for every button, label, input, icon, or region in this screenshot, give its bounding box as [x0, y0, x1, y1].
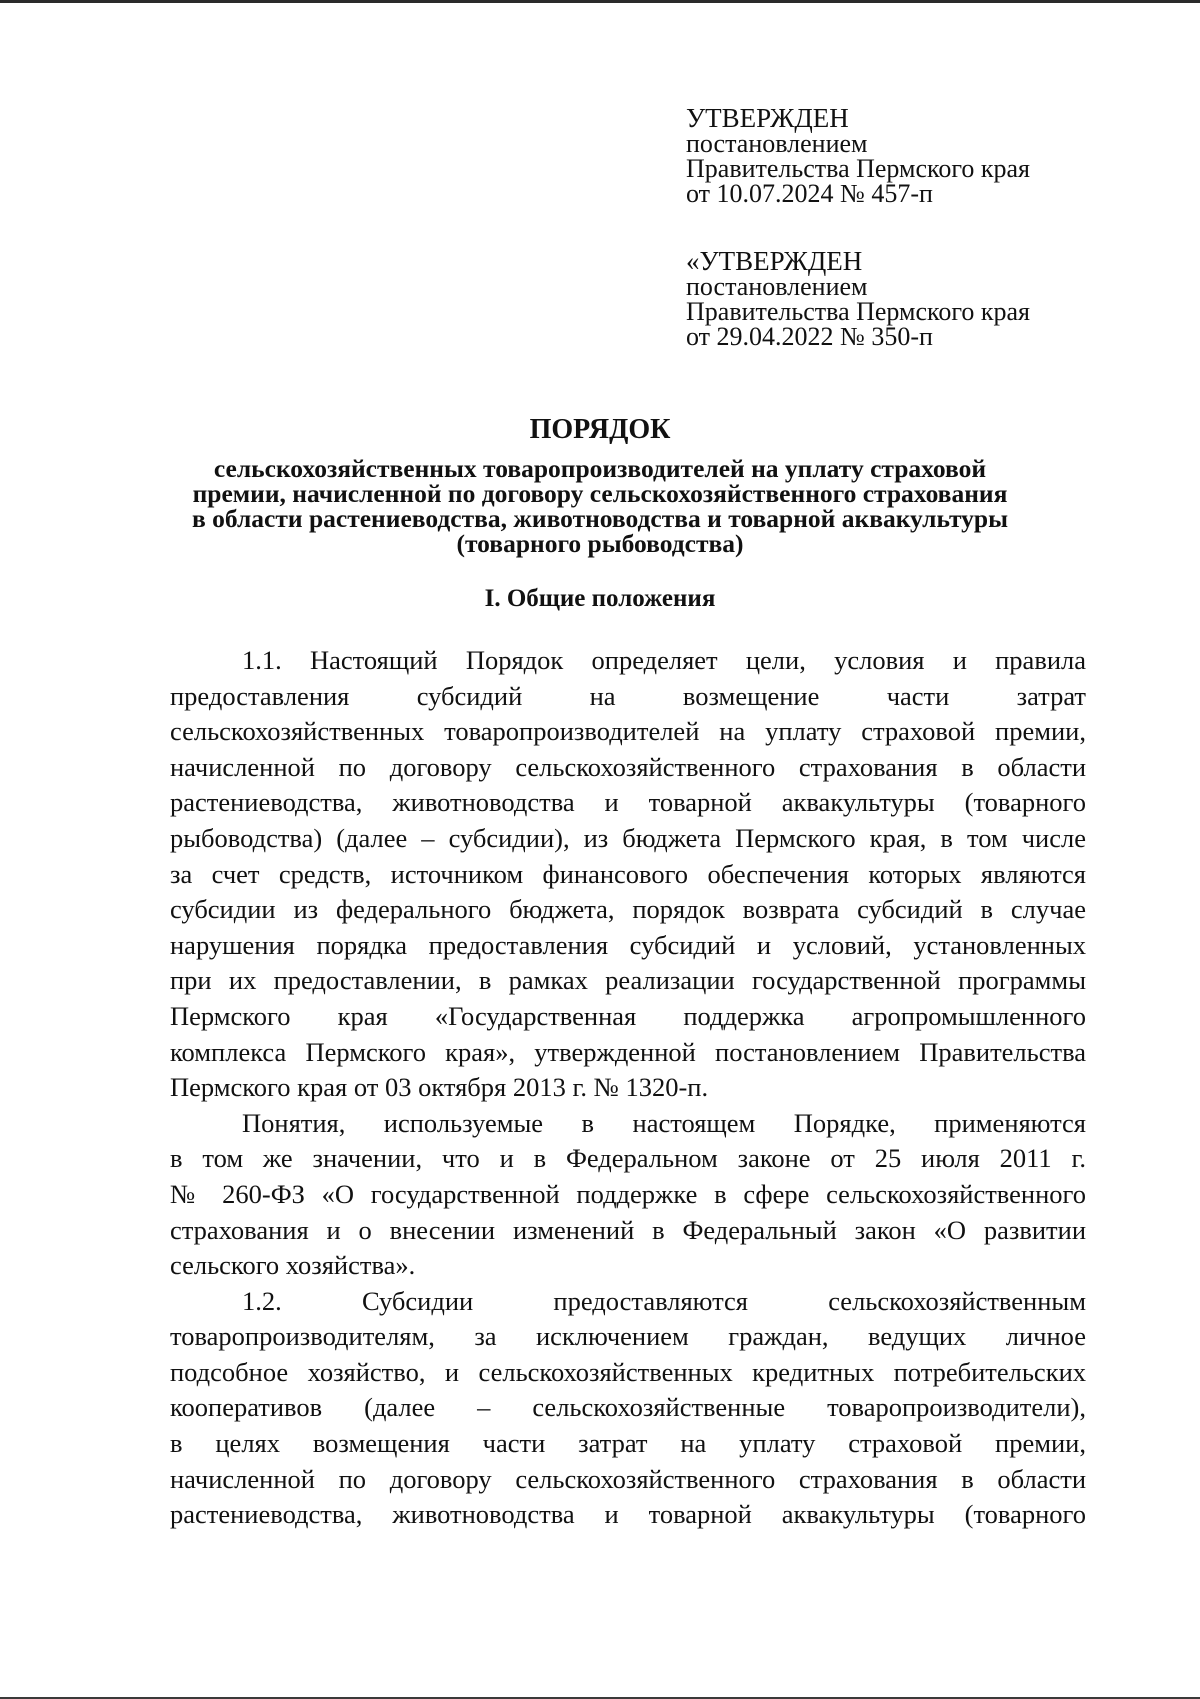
text-line: предоставления субсидий на возмещение части затрат — [170, 680, 1086, 711]
text-line: 1.2. Субсидии предоставляются сельскохозяйственным — [242, 1285, 1086, 1316]
text-line: субсидии из федерального бюджета, порядок возврата субсидий в случае — [170, 894, 1086, 925]
text-line: № 260-ФЗ «О государственной поддержке в сфере сельскохозяйственного — [170, 1178, 1086, 1209]
approval-heading: «УТВЕРЖДЕН — [686, 246, 863, 276]
text-line: растениеводства, животноводства и товарной аквакультуры (товарного — [170, 787, 1086, 818]
approval-stamp-current — [686, 103, 1166, 208]
subtitle-line: премии, начисленной по договору сельскохозяйственного страхования — [192, 479, 1008, 508]
document-body — [170, 643, 1086, 1533]
approval-date-line: от 10.07.2024 № 457-п — [686, 179, 933, 208]
text-line: Понятия, используемые в настоящем Порядке, применяются — [242, 1107, 1086, 1138]
scan-top-edge — [0, 0, 1200, 3]
text-line: начисленной по договору сельскохозяйственного страхования в области — [170, 751, 1086, 782]
approval-stamp-original — [686, 246, 1166, 351]
approval-authority-line: Правительства Пермского края — [686, 154, 1030, 183]
paragraph-1-1 — [170, 643, 1086, 1106]
text-line: комплекса Пермского края», утвержденной постановлением Правительства — [170, 1036, 1086, 1067]
text-line: начисленной по договору сельскохозяйственного страхования в области — [170, 1463, 1086, 1494]
document-title: ПОРЯДОК — [529, 414, 671, 445]
approval-by-line: постановлением — [686, 129, 868, 158]
subtitle-line: (товарного рыбоводства) — [456, 529, 744, 558]
text-line: страхования и о внесении изменений в Федеральный закон «О развитии — [170, 1214, 1086, 1245]
paragraph-1-2 — [170, 1284, 1086, 1533]
text-line: Пермского края от 03 октября 2013 г. № 1320-п. — [170, 1072, 709, 1103]
text-line: подсобное хозяйство, и сельскохозяйственных кредитных потребительских — [170, 1356, 1086, 1387]
document-subtitle — [150, 456, 1050, 556]
approval-by-line: постановлением — [686, 272, 868, 301]
text-line: в целях возмещения части затрат на уплату страховой премии, — [170, 1428, 1086, 1459]
text-line: сельскохозяйственных товаропроизводителей на уплату страховой премии, — [170, 716, 1086, 747]
text-line: кооперативов (далее – сельскохозяйственные товаропроизводители), — [170, 1392, 1086, 1423]
text-line: при их предоставлении, в рамках реализации государственной программы — [170, 965, 1086, 996]
text-line: за счет средств, источником финансового обеспечения которых являются — [170, 858, 1086, 889]
subtitle-line: сельскохозяйственных товаропроизводителей на уплату страховой — [213, 454, 987, 483]
text-line: растениеводства, животноводства и товарной аквакультуры (товарного — [170, 1499, 1086, 1530]
section-heading: I. Общие положения — [484, 585, 716, 612]
text-line: рыбоводства) (далее – субсидии), из бюджета Пермского края, в том числе — [170, 822, 1086, 853]
text-line: товаропроизводителям, за исключением граждан, ведущих личное — [170, 1321, 1086, 1352]
approval-date-line: от 29.04.2022 № 350-п — [686, 322, 933, 351]
text-line: сельского хозяйства». — [170, 1250, 416, 1281]
text-line: нарушения порядка предоставления субсидий и условий, установленных — [170, 929, 1086, 960]
approval-heading: УТВЕРЖДЕН — [686, 103, 849, 133]
text-line: в том же значении, что и в Федеральном законе от 25 июля 2011 г. — [170, 1143, 1086, 1174]
paragraph-definitions — [170, 1106, 1086, 1284]
text-line: Пермского края «Государственная поддержка агропромышленного — [170, 1000, 1086, 1031]
approval-authority-line: Правительства Пермского края — [686, 297, 1030, 326]
subtitle-line: в области растениеводства, животноводства и товарной аквакультуры — [191, 504, 1009, 533]
text-line: 1.1. Настоящий Порядок определяет цели, условия и правила — [242, 645, 1086, 675]
